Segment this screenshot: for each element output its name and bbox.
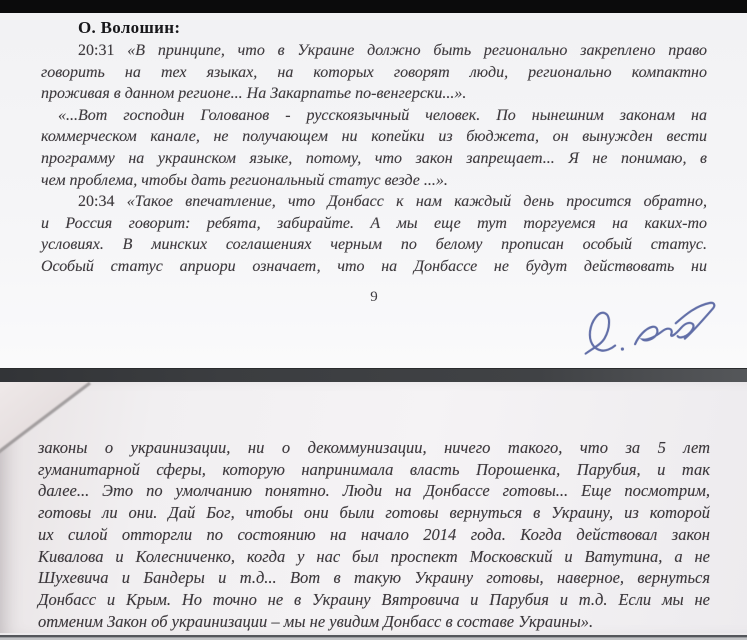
text-line: и Россия говорит: ребята, забирайте. А мы еще тут торгуемся на каких-то bbox=[41, 214, 707, 232]
text-line: гуманитарной сферы, которую напринимала власть Порошенка, Парубия, и так bbox=[38, 459, 710, 479]
page2-content bbox=[0, 382, 747, 632]
page-number: 9 bbox=[370, 288, 378, 305]
text-line: Особый статус априори означает, что на Донбассе не будут действовать ни bbox=[41, 257, 707, 275]
text-line: 20:31 «В принципе, что в Украине должно быть регионально закреплено право bbox=[78, 42, 707, 59]
page2-text bbox=[38, 437, 710, 632]
timestamp: 20:34 bbox=[78, 193, 127, 211]
signature-icon bbox=[574, 292, 728, 364]
document-page-next bbox=[0, 382, 747, 634]
text-line: коммерческом канале, не получающем ни копейки из бюджета, он вынужден вести bbox=[41, 128, 707, 146]
text-line: говорить на тех языках, на которых говорят люди, регионально компактно bbox=[41, 63, 707, 81]
text-line: их силой отторгли по состоянию на начало 2014 года. Когда действовал закон bbox=[38, 524, 710, 544]
text-line: далее... Это по умолчанию понятно. Люди на Донбассе готовы... Еще посмотрим, bbox=[38, 481, 710, 501]
bottom-edge-line bbox=[0, 633, 747, 640]
text-line: проживая в данном регионе... На Закарпатье по-венгерски...». bbox=[41, 85, 467, 103]
text-line: Шухевича и Бандеры и т.д... Вот в такую Украину готовы, наверное, вернуться bbox=[38, 568, 710, 588]
text-line: отменим Закон об украинизации – мы не увидим Донбасс в составе Украины». bbox=[38, 611, 594, 631]
page1-content bbox=[0, 13, 747, 306]
text-line: программу на украинском языке, потому, что закон запрещает... Я не понимаю, в bbox=[41, 149, 707, 167]
text-line: чем проблема, чтобы дать региональный статус везде ...». bbox=[41, 171, 448, 189]
text-line: законы о украинизации, ни о декоммунизации, ничего такого, что за 5 лет bbox=[38, 438, 710, 457]
text-line: Кивалова и Колесниченко, когда у нас был проспект Московский и Ватутина, а не bbox=[38, 546, 710, 566]
text-line: 20:34 «Такое впечатление, что Донбасс к нам каждый день просится обратно, bbox=[78, 193, 707, 211]
text-line: Донбасс и Крым. Но точно не в Украину Вятровича и Парубия и т.д. Если мы не bbox=[38, 589, 710, 609]
top-black-bar bbox=[0, 0, 747, 13]
document-page-9 bbox=[0, 13, 747, 368]
text-line: «...Вот господин Голованов - русскоязычный человек. По нынешним законам на bbox=[58, 106, 707, 124]
timestamp: 20:31 bbox=[78, 42, 128, 59]
page-separator-bar bbox=[0, 368, 747, 382]
text-line: готовы ли они. Дай Бог, чтобы они были готовы вернуться в Украину, из которой bbox=[38, 503, 710, 523]
page1-text bbox=[41, 40, 707, 278]
text-line: условиях. В минских соглашениях черным по белому прописан особый статус. bbox=[41, 236, 707, 254]
speaker-name: О. Волошин: bbox=[78, 18, 181, 37]
